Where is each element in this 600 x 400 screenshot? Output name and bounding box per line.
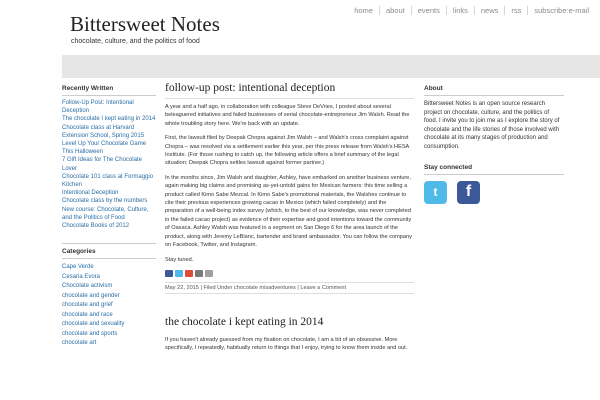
post-paragraph: If you haven't already guessed from my fixation on chocolate, I am a bit of an obsessive. More specifically, I repeatedly, habitually return to things that I enjoy, trying to know them inside and out. [165,336,408,352]
post-title[interactable]: follow-up post: intentional deception [165,82,414,99]
category-link[interactable]: Chocolate activism [62,283,113,290]
category-link[interactable]: chocolate and grief [62,302,113,309]
stay-connected-heading: Stay connected [424,164,564,175]
category-link[interactable]: chocolate art [62,340,97,347]
recent-post-link[interactable]: Follow-Up Post: Intentional Deception [62,100,134,115]
stay-connected-section [424,164,564,204]
recent-post-link[interactable]: Level Up Your Chocolate Game This Halloween [62,141,147,156]
recent-post-link[interactable]: Intentional Deception [62,190,119,197]
nav-about[interactable]: about [379,6,411,15]
social-links [424,181,564,204]
post-meta: May 22, 2015 | Filed Under chocolate misadventures | Leave a Comment [165,282,414,294]
about-text: Bittersweet Notes is an open source research project on chocolate, culture, and the politics of food. I invite you to join me as I explore the story of chocolate and the life stories of those involved with chocolate at its many stages of production and consumption. [424,101,560,150]
category-link[interactable]: chocolate and sexuality [62,321,125,328]
recent-post-link[interactable]: Chocolate class at Harvard Extension School, Spring 2015 [62,124,145,139]
main-content [165,82,414,359]
categories-heading: Categories [62,248,156,259]
header-banner [62,55,600,78]
about-heading: About [424,85,564,96]
recent-post-link[interactable]: Chocolate Books of 2012 [62,223,130,230]
nav-rss[interactable]: rss [504,6,527,15]
email-share-icon[interactable] [195,270,203,277]
share-icons [165,270,414,277]
categories-section [62,248,156,349]
left-sidebar [62,85,156,349]
twitter-icon[interactable]: t [424,181,447,204]
recent-post-link[interactable]: The chocolate I kept eating in 2014 [62,116,156,123]
twitter-share-icon[interactable] [175,270,183,277]
more-share-icon[interactable] [205,270,213,277]
category-link[interactable]: Cape Verde [62,264,94,271]
recent-post-link[interactable]: New course: Chocolate, Culture, and the Politics of Food [62,206,149,221]
google-share-icon[interactable] [185,270,193,277]
category-link[interactable]: chocolate and race [62,311,113,318]
recent-post-link[interactable]: 7 Gift Ideas for The Chocolate Lover [62,157,142,172]
facebook-share-icon[interactable] [165,270,173,277]
facebook-icon[interactable]: f [457,181,480,204]
category-link[interactable]: chocolate and sports [62,330,118,337]
nav-events[interactable]: events [411,6,446,15]
recent-posts-list [62,99,156,230]
category-link[interactable]: Cesaria Evora [62,273,101,280]
nav-home[interactable]: home [354,6,373,15]
sidebar-divider [62,230,156,244]
recent-post-link[interactable]: Chocolate 101 class at Formaggio Kitchen [62,173,154,189]
categories-list [62,263,156,349]
recent-post-link[interactable]: Chocolate class by the numbers [62,198,148,205]
post-paragraph: Stay tuned. [165,256,194,263]
top-nav [348,6,595,15]
post-paragraph: In the months since, Jim Walsh and daughter, Ashley, have embarked on another business venture, again making big claims and promising as-yet-untold gains for Mexican farmers: this time selling a product called Kimo Sabe Mezcal. In Kimo Sabe's promotional materials, the Walshes continue to cite their previous experiences growing cacao in Mexico (which failed completely) and the preparation of a well-being index survey (which, to the best of our knowledge, was never completed in the failed cacao project) as evidence of their expertise and good intentions toward the community of Oaxaca. Ashley Walsh was featured in a segment on San Diego 6 for the area launch of the product, along with Jeremy LeBlanc, bartender and brand ambassador. You can follow the company on Facebook, Twitter, and Instagram. [165,174,412,249]
post-title[interactable]: the chocolate i kept eating in 2014 [165,315,324,328]
right-sidebar [424,85,564,204]
nav-news[interactable]: news [474,6,505,15]
post-paragraph: A year and a half ago, in collaboration with colleague Steve DeVries, I posted about several beleaguered initiatives and failed businesses of serial chocolate-entrepreneur Jim Walsh. Read the whole troubling story here. We're back with an update. [165,104,410,127]
post-paragraph: First, the lawsuit filed by Deepak Chopra against Jim Walsh – and Walsh's cross complaint against Chopra – was resolved via a settlement earlier this year, per this press release from Walsh's HESA Institute. (For those rushing to catch up, the following article offers a brief summary of the legal situation: Deepak Chopra settles lawsuit against former partner.) [165,135,409,167]
recently-written-heading: Recently Written [62,85,156,96]
nav-links[interactable]: links [446,6,474,15]
category-link[interactable]: chocolate and gender [62,292,120,299]
nav-subscribe-email[interactable]: subscribe:e-mail [527,6,595,15]
site-description: chocolate, culture, and the politics of food [71,38,200,45]
site-title[interactable]: Bittersweet Notes [70,12,220,36]
